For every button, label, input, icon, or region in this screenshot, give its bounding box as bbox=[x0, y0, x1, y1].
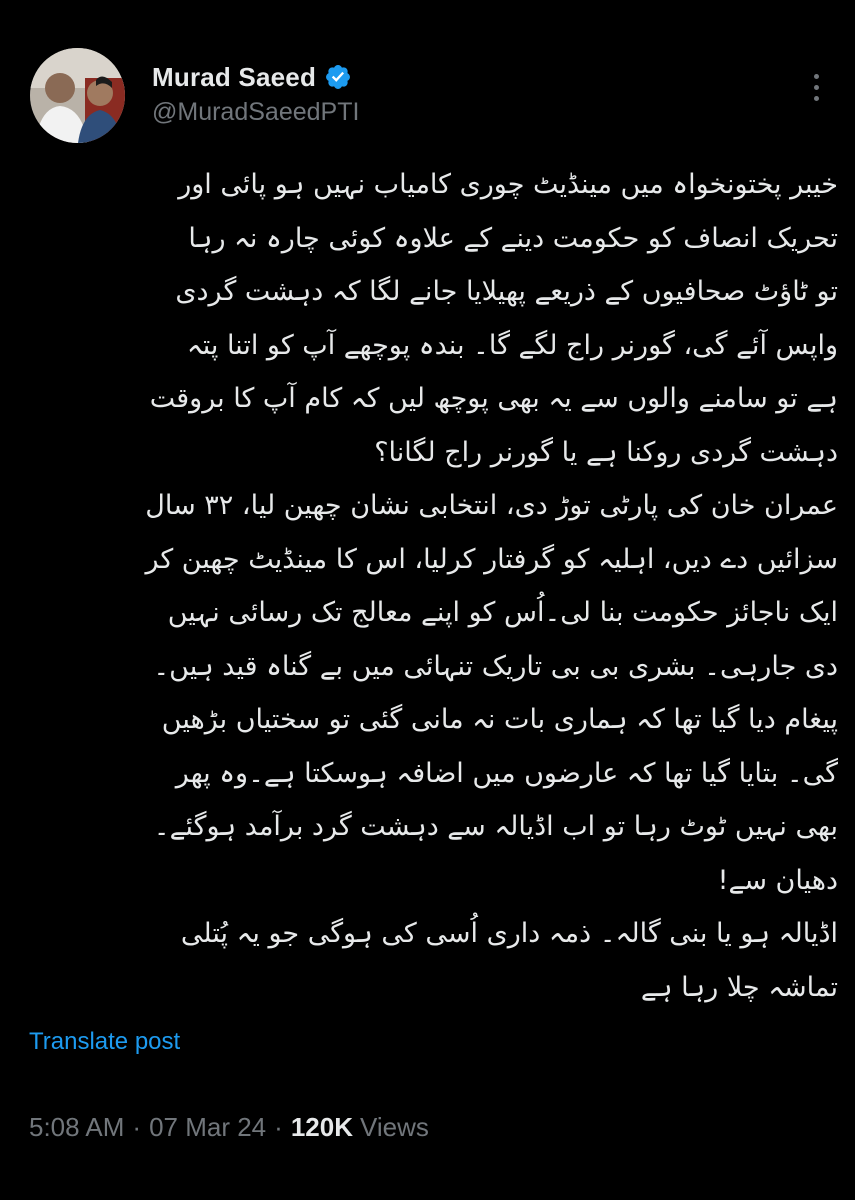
tweet-text-line: دھیان سے! bbox=[717, 864, 838, 896]
tweet-text-line: ایک ناجائز حکومت بنا لی۔اُس کو اپنے معالج تک رسائی نہیں bbox=[167, 597, 838, 628]
tweet-text-line: عمران خان کی پارٹی توڑ دی، انتخابی نشان چھین لیا، ۳۲ سال bbox=[145, 490, 838, 521]
tweet-text-line: گی۔ بتایا گیا تھا کہ عارضوں میں اضافہ ہوسکتا ہے۔وہ پھر bbox=[175, 757, 838, 789]
more-options-icon[interactable] bbox=[810, 74, 822, 114]
meta-separator: · bbox=[132, 1112, 142, 1142]
verified-badge-icon bbox=[324, 63, 352, 91]
tweet-text-line: اڈیالہ ہو یا بنی گالہ۔ ذمہ داری اُسی کی ہوگی جو یہ پُتلی bbox=[180, 918, 838, 949]
tweet-text-line: سزائیں دے دیں، اہلیہ کو گرفتار کرلیا، اس کا مینڈیٹ چھین کر bbox=[145, 543, 838, 575]
author-info bbox=[152, 60, 359, 127]
tweet-text-line: تحریک انصاف کو حکومت دینے کے علاوہ کوئی چارہ نہ رہا bbox=[188, 222, 838, 254]
views-count: 120K bbox=[290, 1112, 353, 1142]
tweet-header bbox=[30, 48, 830, 148]
tweet-text-line: خیبر پختونخواہ میں مینڈیٹ چوری کامیاب نہیں ہو پائی اور bbox=[178, 169, 838, 200]
tweet-text-line: بھی نہیں ٹوٹ رہا تو اب اڈیالہ سے دہشت گرد برآمد ہوگئے۔ bbox=[153, 811, 838, 842]
tweet-text-line: دہشت گردی روکنا ہے یا گورنر راج لگانا؟ bbox=[374, 436, 838, 468]
tweet-text-line: ہے تو سامنے والوں سے یہ بھی پوچھ لیں کہ کام آپ کا بروقت bbox=[149, 383, 838, 414]
tweet-text-line: دی جارہی۔ بشری بی بی تاریک تنہائی میں بے گناہ قید ہیں۔ bbox=[153, 650, 838, 682]
tweet-time[interactable]: 5:08 AM bbox=[29, 1112, 125, 1142]
tweet-date[interactable]: 07 Mar 24 bbox=[149, 1112, 267, 1142]
translate-post-link[interactable]: Translate post bbox=[29, 1028, 181, 1055]
tweet-text-line: تو ٹاؤٹ صحافیوں کے ذریعے پھیلایا جانے لگا کہ دہشت گردی bbox=[175, 276, 838, 307]
author-handle[interactable]: @MuradSaeedPTI bbox=[152, 98, 360, 126]
tweet-text-line: تماشہ چلا رہا ہے bbox=[640, 971, 838, 1003]
avatar[interactable] bbox=[30, 48, 125, 143]
tweet-meta bbox=[29, 1112, 429, 1143]
tweet-text-line: پیغام دیا گیا تھا کہ ہماری بات نہ مانی گئی تو سختیاں بڑھیں bbox=[161, 704, 838, 735]
views-label: Views bbox=[359, 1112, 429, 1142]
tweet-text bbox=[28, 158, 838, 1014]
meta-separator: · bbox=[274, 1112, 283, 1142]
avatar-image-icon bbox=[30, 48, 125, 143]
tweet-text-line: واپس آئے گی، گورنر راج لگے گا۔ بندہ پوچھے آپ کو اتنا پتہ bbox=[186, 329, 838, 361]
author-display-name[interactable]: Murad Saeed bbox=[152, 61, 317, 92]
